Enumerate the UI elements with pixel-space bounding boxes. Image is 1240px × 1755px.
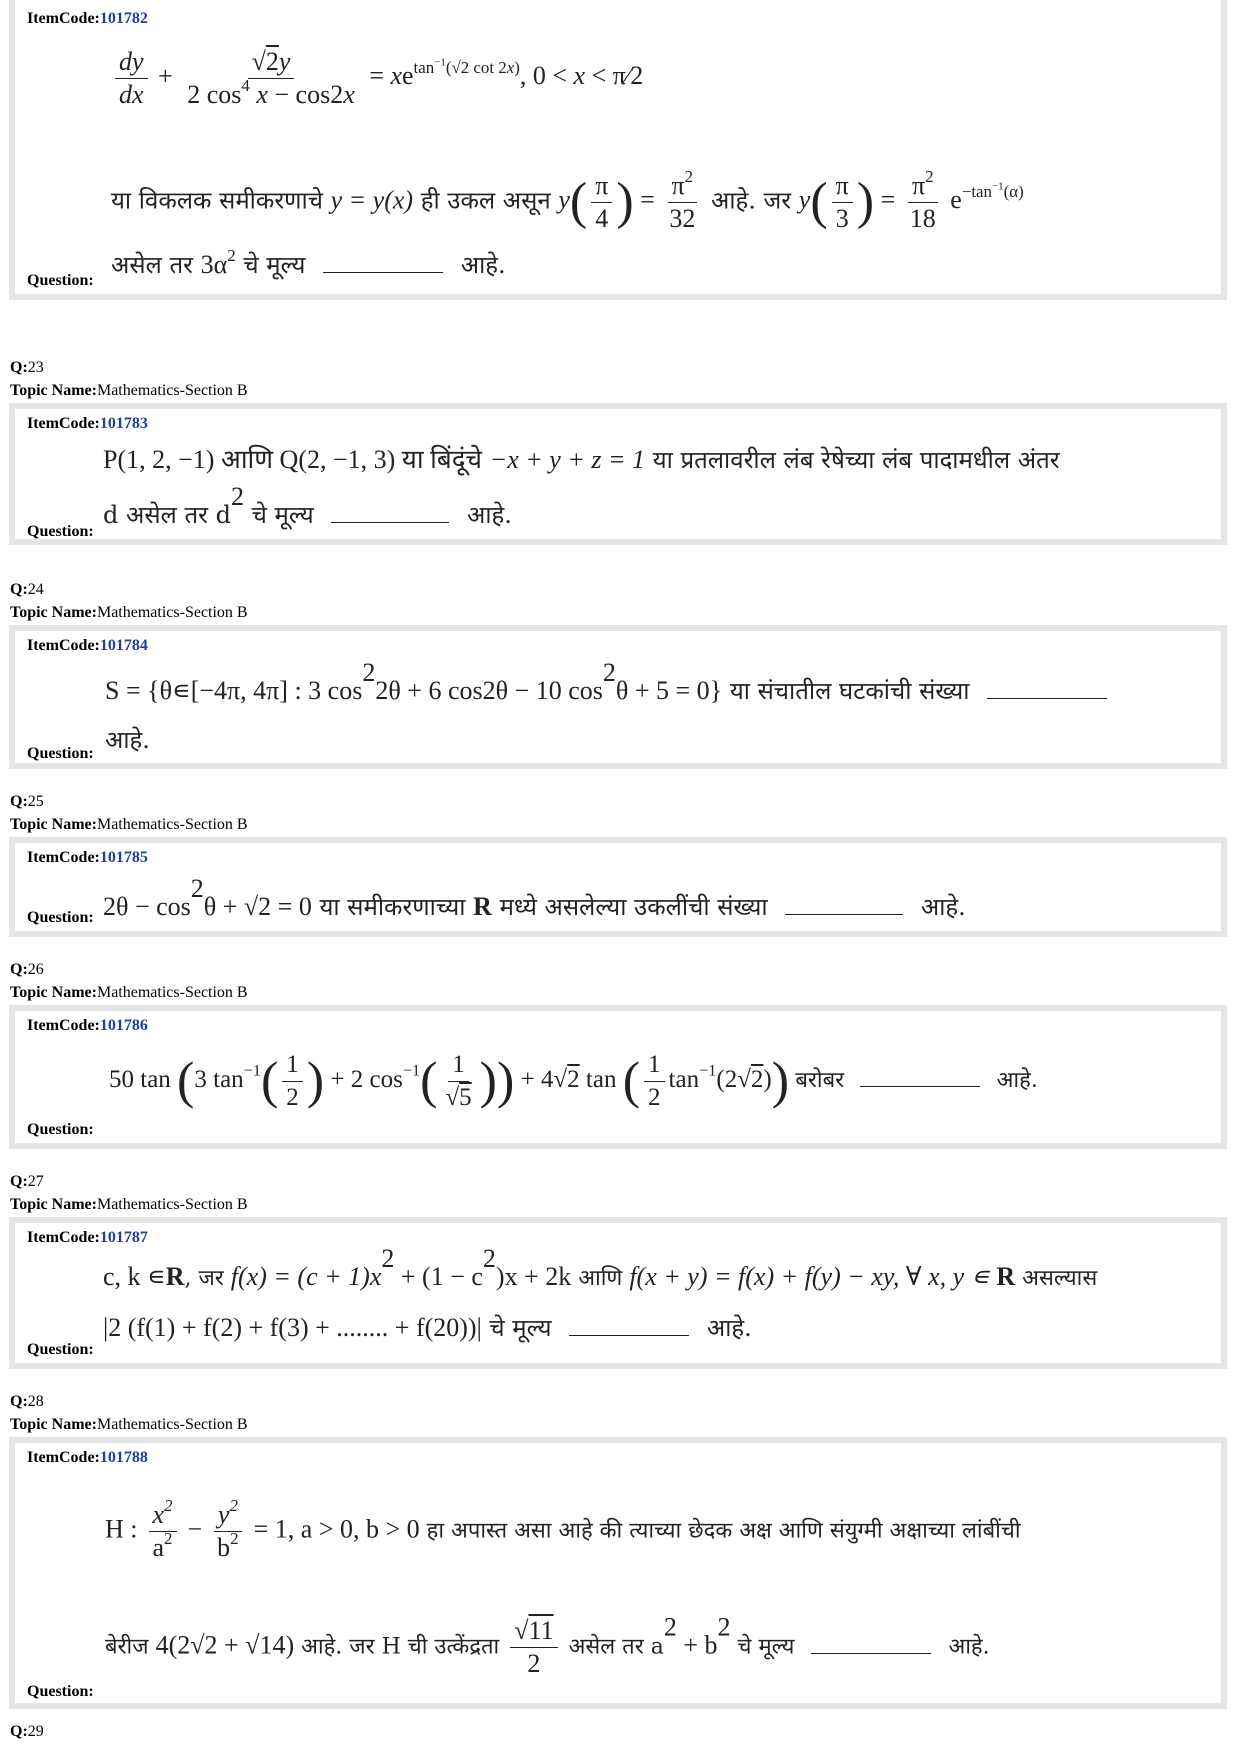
question-label: Question: bbox=[27, 523, 94, 540]
q25-topic: Topic Name:Mathematics-Section B bbox=[10, 816, 248, 833]
q25-eq-a: 2θ − cos bbox=[103, 892, 191, 922]
question-box-101783 bbox=[9, 403, 1227, 545]
item-code-line bbox=[27, 637, 148, 655]
q25-text-c: आहे. bbox=[920, 893, 966, 922]
q23-text-a: P(1, 2, −1) आणि Q(2, −1, 3) या बिंदूंचे bbox=[103, 445, 483, 474]
q24-text-d: या संचातील घटकांची संख्या bbox=[729, 677, 970, 706]
answer-blank bbox=[785, 912, 903, 915]
q27-text-a: c, k ∊ bbox=[103, 1262, 166, 1292]
q25-eq-b: θ + √2 = 0 bbox=[203, 892, 312, 922]
question-label: Question: bbox=[27, 745, 94, 762]
item-code-label: ItemCode: bbox=[27, 637, 100, 654]
question-box-101782 bbox=[9, 0, 1227, 300]
q28-text-f: चे मूल्य bbox=[737, 1634, 795, 1660]
item-code-label: ItemCode: bbox=[27, 415, 100, 432]
item-code-line bbox=[27, 1449, 148, 1467]
q23-line2: d असेल तर $d^2$ चे मूल्य आहे. bbox=[103, 482, 512, 530]
question-label: Question: bbox=[27, 1683, 94, 1700]
q27-func-c: )x + 2k bbox=[495, 1262, 572, 1292]
item-code-line bbox=[27, 415, 148, 433]
q23-line1 bbox=[103, 445, 1060, 475]
item-code-line bbox=[27, 1017, 148, 1035]
q27-func-b: + (1 − c bbox=[394, 1262, 483, 1292]
item-code-line bbox=[27, 849, 148, 867]
q27-real-set: R bbox=[165, 1262, 185, 1292]
question-box-101788 bbox=[9, 1437, 1227, 1709]
q22-text-e: चे मूल्य bbox=[243, 251, 306, 279]
q27-text-f: आणि bbox=[578, 1266, 623, 1292]
q25-line1: $2\theta - \cos^2\theta + √2 = 0$ या समीकरणाच्या R मध्ये असलेल्या उकलींची संख्या आहे. bbox=[103, 874, 966, 922]
item-code-label: ItemCode: bbox=[27, 849, 100, 866]
q25-text-b: मध्ये असलेल्या उकलींची संख्या bbox=[499, 893, 768, 922]
q28-text-c: हा अपास्त असा आहे की त्याच्या छेदक अक्ष आणि संयुग्मी अक्षाच्या लांबींची bbox=[426, 1518, 1021, 1544]
q28-text-e: + b bbox=[676, 1630, 718, 1660]
q24-number: Q:24 bbox=[10, 581, 44, 598]
question-label: Question: bbox=[27, 909, 94, 926]
q22-text-b: ही उकल असून bbox=[420, 186, 551, 215]
answer-blank bbox=[987, 696, 1107, 699]
answer-blank bbox=[569, 1333, 689, 1336]
q27-topic: Topic Name:Mathematics-Section B bbox=[10, 1196, 248, 1213]
q28-line1: H : $\frac{x^2}{a^2}$ − $\frac{y^2}{b^2}$ = 1, a > 0, b > 0 हा अपास्त असा आहे की त्याच्या छेदक अक्ष आणि संयुग्मी अक्षाच्या लांबींची bbox=[105, 1496, 1021, 1562]
q22-text-f: आहे. bbox=[460, 251, 506, 279]
q28-line2: बेरीज 4(2√2 + √14) आहे. जर H ची उत्केंद्रता $\frac{√11}{2}$ असेल तर $a^2 + b^2$ चे मूल्य आहे. bbox=[105, 1612, 990, 1678]
item-code-value: 101786 bbox=[99, 1017, 148, 1034]
q27-line2 bbox=[103, 1313, 752, 1343]
q28-conditions: = 1, a > 0, b > 0 bbox=[253, 1514, 420, 1544]
q23-text-d: d असेल तर d bbox=[103, 501, 231, 530]
q28-text-d: असेल तर a bbox=[568, 1634, 664, 1660]
answer-blank bbox=[860, 1084, 980, 1087]
q25-text-a: या समीकरणाच्या bbox=[319, 893, 466, 922]
item-code-line bbox=[27, 10, 148, 28]
answer-blank bbox=[331, 520, 449, 523]
q28-text-a: बेरीज bbox=[105, 1634, 149, 1660]
q26-text-a: बरोबर bbox=[795, 1068, 845, 1094]
q23-text-c: या प्रतलावरील लंब रेषेच्या लंब पादामधील अंतर bbox=[652, 446, 1060, 474]
q24-line2: आहे. bbox=[105, 726, 150, 754]
item-code-value: 101787 bbox=[99, 1229, 148, 1246]
q27-func-g: f(x + y) = f(x) + f(y) − xy, ∀ x, y ∊ bbox=[629, 1262, 990, 1292]
q27-number: Q:27 bbox=[10, 1173, 44, 1190]
question-box-101787 bbox=[9, 1217, 1227, 1369]
q27-text-b2: चे मूल्य bbox=[489, 1314, 552, 1342]
question-box-101784 bbox=[9, 625, 1227, 769]
item-code-line bbox=[27, 1229, 148, 1247]
answer-blank bbox=[323, 270, 443, 273]
q22-line3: असेल तर $3\alpha^2$ चे मूल्य आहे. bbox=[111, 246, 506, 279]
q26-text-b: आहे. bbox=[996, 1068, 1038, 1094]
item-code-label: ItemCode: bbox=[27, 10, 100, 27]
question-label: Question: bbox=[27, 272, 94, 289]
item-code-value: 101783 bbox=[99, 415, 148, 432]
q27-text-h: असल्यास bbox=[1022, 1266, 1098, 1292]
item-code-value: 101784 bbox=[99, 637, 148, 654]
question-label: Question: bbox=[27, 1121, 94, 1138]
question-box-101785 bbox=[9, 837, 1227, 937]
q25-real-set: R bbox=[473, 892, 492, 922]
q25-number: Q:25 bbox=[10, 793, 44, 810]
q22-text-a: या विकलक समीकरणाचे bbox=[111, 186, 323, 215]
q23-text-e: चे मूल्य bbox=[251, 501, 314, 530]
q22-text-d: असेल तर bbox=[111, 251, 193, 279]
q24-set-a: S = {θ∊[−4π, 4π] : 3 cos bbox=[105, 676, 363, 706]
q22-equation: $\frac{dy}{dx}$ + $\frac{√2y}{2 \cos^4 x - \cos 2x}$ = $xe^{tan^{-1}(√2 cot 2x)}$, 0 < x < π⁄2 bbox=[111, 46, 643, 111]
q23-number: Q:23 bbox=[10, 359, 44, 376]
q23-plane-eq: −x + y + z = 1 bbox=[489, 445, 646, 474]
q24-set-c: θ + 5 = 0} bbox=[615, 676, 723, 706]
q24-line1: S = {θ∊[−4π, 4π] : 3 $\cos^22\theta + 6$ cos2θ − 10 $\cos^2\theta + 5 = 0$} या संचातील घटकांची संख्या bbox=[105, 673, 1117, 706]
q23-topic: Topic Name:Mathematics-Section B bbox=[10, 382, 248, 399]
q27-real-set-2: R bbox=[996, 1262, 1016, 1292]
answer-blank bbox=[811, 1651, 931, 1654]
q27-text-b: , जर bbox=[184, 1266, 224, 1292]
q23-text-f: आहे. bbox=[466, 501, 512, 530]
q28-number: Q:28 bbox=[10, 1393, 44, 1410]
q22-line2: या विकलक समीकरणाचे y = y(x) ही उकल असून y( $\frac{\pi}{4}$ ) = $\frac{\pi^2}{32}$ आहे. जर y( $\frac{\pi}{3}$ ) = $\frac{\pi^2}{18}$ $e^{-tan^{-1}(\alpha)}$ bbox=[111, 167, 1024, 233]
item-code-label: ItemCode: bbox=[27, 1017, 100, 1034]
q24-set-b: 2θ + 6 cos2θ − 10 cos bbox=[375, 676, 603, 706]
item-code-value: 101788 bbox=[99, 1449, 148, 1466]
q28-text-c2: आहे. जर H ची उत्केंद्रता bbox=[301, 1634, 500, 1660]
q28-text-g: आहे. bbox=[948, 1634, 990, 1660]
q28-sum: 4(2√2 + √14) bbox=[155, 1630, 295, 1660]
item-code-label: ItemCode: bbox=[27, 1449, 100, 1466]
item-code-value: 101785 bbox=[99, 849, 148, 866]
q27-func-a: f(x) = (c + 1)x bbox=[230, 1262, 382, 1292]
question-box-101786 bbox=[9, 1005, 1227, 1149]
q26-number: Q:26 bbox=[10, 961, 44, 978]
item-code-label: ItemCode: bbox=[27, 1229, 100, 1246]
question-label: Question: bbox=[27, 1341, 94, 1358]
q22-text-c: आहे. जर bbox=[710, 186, 792, 215]
item-code-value: 101782 bbox=[99, 10, 148, 27]
q27-sum: |2 (f(1) + f(2) + f(3) + ........ + f(20))| bbox=[103, 1313, 482, 1342]
q26-expression: 50 tan (3 $\tan^{-1}$( $\frac{1}{2}$ ) + 2 $\cos^{-1}$( $\frac{1}{√5}$ )) + 4√2 tan ( $\frac{1}{2}$ $\tan^{-1}(2√2)$) बरोबर आहे. bbox=[109, 1051, 1038, 1111]
q24-topic: Topic Name:Mathematics-Section B bbox=[10, 604, 248, 621]
q26-topic: Topic Name:Mathematics-Section B bbox=[10, 984, 248, 1001]
q27-text-c2: आहे. bbox=[706, 1314, 752, 1342]
q27-line1: c, k ∊R, जर $f(x) = (c + 1)x^2 + (1 - c^2)x + 2k$ आणि f(x + y) = f(x) + f(y) − xy, ∀ x, y ∊ R असल्यास bbox=[103, 1244, 1098, 1292]
q29-number: Q:29 bbox=[10, 1723, 44, 1740]
q28-topic: Topic Name:Mathematics-Section B bbox=[10, 1416, 248, 1433]
